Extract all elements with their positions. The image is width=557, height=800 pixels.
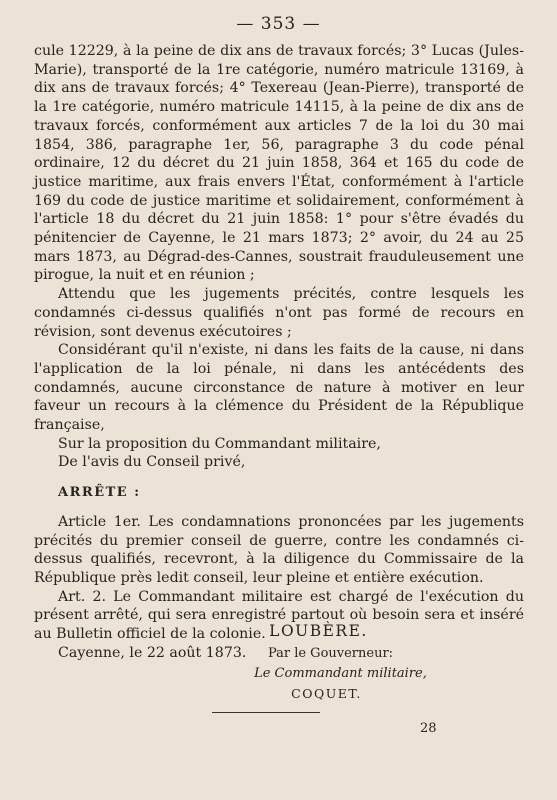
arrete-heading: ARRÊTE :: [58, 485, 141, 501]
closing-rule: [212, 712, 320, 713]
date-line: Cayenne, le 22 août 1873.: [58, 644, 247, 661]
paragraph-avis: De l'avis du Conseil privé,: [58, 454, 246, 471]
by-line: Par le Gouverneur:: [267, 646, 394, 661]
signature-mark: 28: [420, 721, 437, 736]
paragraph-sentence: cule 12229, à la peine de dix ans de travaux forcés; 3° Lucas (Jules-Marie), transporté de la 1re catégorie, numéro matricule 13169, à dix ans de travaux forcés; 4° Texereau (Jean-Pierre), transporté de la 1re catégorie, numéro matricule 14115, à la peine de dix ans de travaux forcés, conformément aux articles 7 de la loi du 30 mai 1854, 386, paragraphe 1er, 56, paragraphe 3 du code pénal ordinaire, 12 du décret du 21 juin 1858, 364 et 165 du code de justice maritime, aux frais envers l'État, conformément à l'article 169 du code de justice maritime et solidairement, conformément à l'article 18 du décret du 21 juin 1858: 1° pour s'être évadés du pénitencier de Cayenne, le 21 mars 1873; 2° avoir, du 24 au 25 mars 1873, au Dégrad-des-Cannes, soustrait frauduleusement une pirogue, la nuit et en réunion ;: [34, 43, 524, 284]
signatory-name: LOUBÈRE.: [269, 622, 368, 640]
paragraph-attendu: Attendu que les jugements précités, contre lesquels les condamnés ci-dessus qualifiés n'ont pas formé de recours en révision, sont devenus exécutoires ;: [34, 286, 524, 340]
article-2: Art. 2. Le Commandant militaire est chargé de l'exécution du présent arrêté, qui sera enregistré partout où besoin sera et inséré au Bulletin officiel de la colonie.: [34, 588, 524, 643]
paragraph-considerant: Considérant qu'il n'existe, ni dans les faits de la cause, ni dans l'application de la loi pénale, ni dans les antécédents des condamnés, aucune circonstance de nature à motiver en leur faveur un recours à la clémence du Président de la République française,: [34, 342, 524, 434]
countersign-name: COQUET.: [291, 686, 362, 701]
article-1: Article 1er. Les condamnations prononcées par les jugements précités du premier conseil de guerre, contre les condamnés ci-dessus qualifiés, recevront, à la diligence du Commissaire de la République près ledit conseil, leur pleine et entière exécution.: [34, 513, 524, 586]
role-line: Le Commandant militaire,: [254, 666, 427, 681]
document-body: [34, 42, 524, 663]
paragraph-proposition: Sur la proposition du Commandant militaire,: [58, 435, 381, 452]
page-number: — 353 —: [236, 14, 321, 34]
